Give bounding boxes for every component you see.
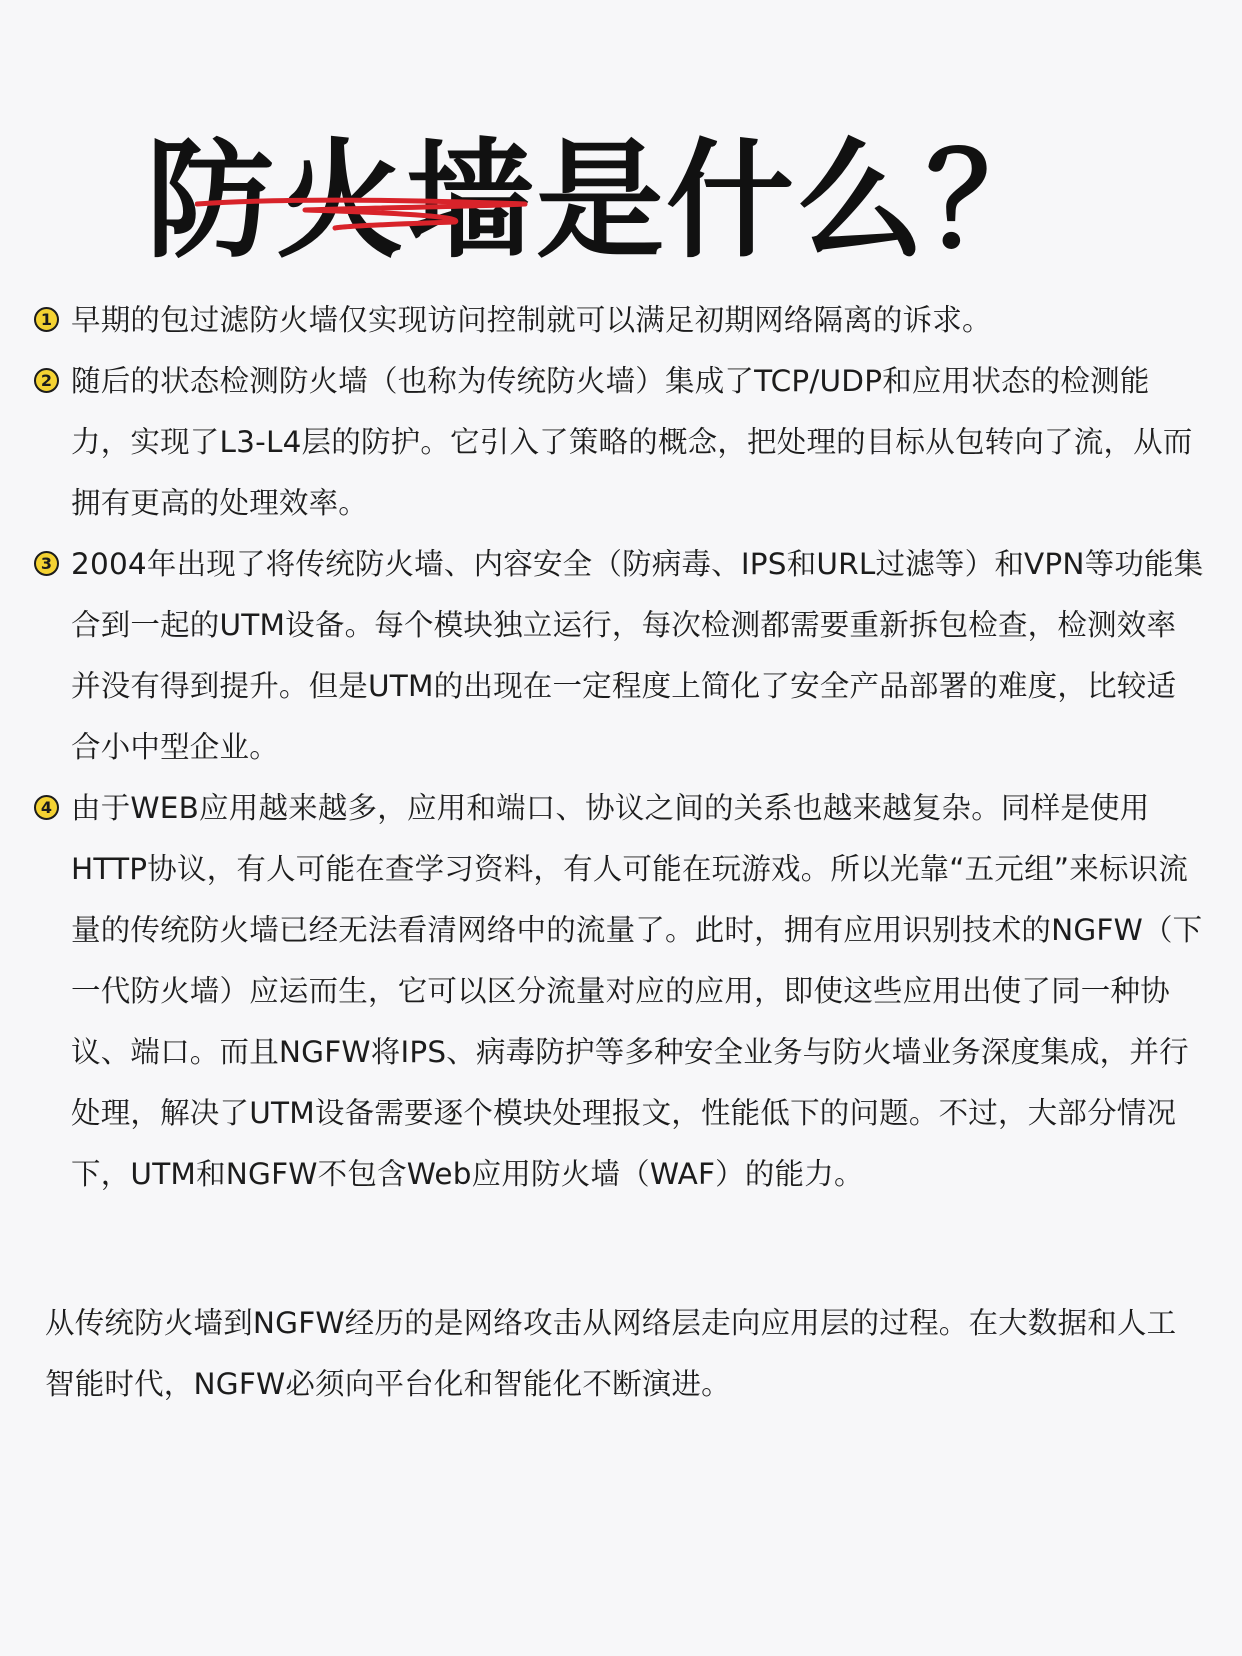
list-item xyxy=(34,778,1204,1205)
list-item-text: 2004年出现了将传统防火墙、内容安全（防病毒、IPS和URL过滤等）和VPN等功能集合到一起的UTM设备。每个模块独立运行，每次检测都需要重新拆包检查，检测效率并没有得到提升。但是UTM的出现在一定程度上简化了安全产品部署的难度，比较适合小中型企业。 xyxy=(71,547,1204,764)
circled-number-marker: 3 xyxy=(34,551,59,576)
circled-number-marker: 1 xyxy=(34,307,59,332)
history-list xyxy=(34,290,1204,1205)
list-item xyxy=(34,351,1204,534)
list-item-text: 由于WEB应用越来越多，应用和端口、协议之间的关系也越来越复杂。同样是使用HTTP协议，有人可能在查学习资料，有人可能在玩游戏。所以光靠“五元组”来标识流量的传统防火墙已经无法看清网络中的流量了。此时，拥有应用识别技术的NGFW（下一代防火墙）应运而生，它可以区分流量对应的应用，即使这些应用出使了同一种协议、端口。而且NGFW将IPS、病毒防护等多种安全业务与防火墙业务深度集成，并行处理，解决了UTM设备需要逐个模块处理报文，性能低下的问题。不过，大部分情况下，UTM和NGFW不包含Web应用防火墙（WAF）的能力。 xyxy=(71,791,1203,1191)
circled-number-marker: 2 xyxy=(34,368,59,393)
conclusion-paragraph: 从传统防火墙到NGFW经历的是网络攻击从网络层走向应用层的过程。在大数据和人工智能时代，NGFW必须向平台化和智能化不断演进。 xyxy=(45,1306,1177,1401)
list-item xyxy=(34,290,1204,351)
list-item-text: 早期的包过滤防火墙仅实现访问控制就可以满足初期网络隔离的诉求。 xyxy=(71,303,992,337)
circled-number-marker: 4 xyxy=(34,795,59,820)
list-item-text: 随后的状态检测防火墙（也称为传统防火墙）集成了TCP/UDP和应用状态的检测能力，实现了L3-L4层的防护。它引入了策略的概念，把处理的目标从包转向了流，从而拥有更高的处理效率。 xyxy=(71,364,1193,520)
list-item xyxy=(34,534,1204,778)
title-underline-stroke xyxy=(195,196,555,246)
page-title: 防火墙是什么？ xyxy=(145,126,1056,276)
